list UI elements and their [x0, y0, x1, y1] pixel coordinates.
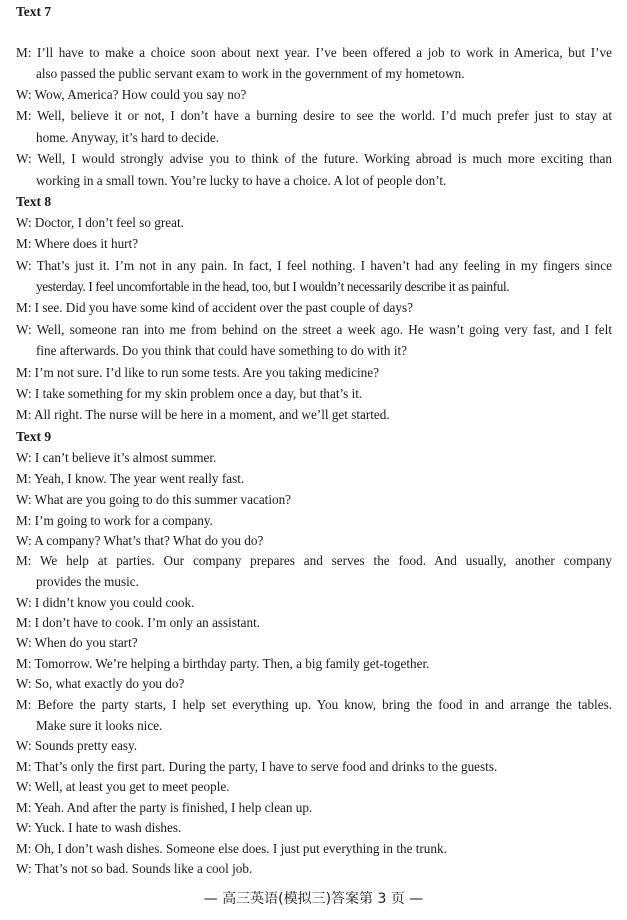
- dialogue-line: M: Yeah, I know. The year went really fast.: [16, 471, 245, 486]
- dialogue-line: W: So, what exactly do you do?: [16, 676, 185, 691]
- dialogue-line: M: Tomorrow. We’re helping a birthday party. Then, a big family get-together.: [16, 656, 430, 671]
- dialogue-line: provides the music.: [36, 574, 139, 589]
- dialogue-line: W: Yuck. I hate to wash dishes.: [16, 820, 182, 835]
- dialogue-line: Make sure it looks nice.: [36, 718, 163, 733]
- text-8-heading: Text 8: [16, 194, 52, 209]
- dialogue-line: W: A company? What’s that? What do you do?: [16, 533, 264, 548]
- dialogue-line: W: That’s just it. I’m not in any pain. In fact, I feel nothing. I haven’t had any feeling in my fingers since: [16, 258, 612, 273]
- dialogue-line: M: Where does it hurt?: [16, 236, 139, 251]
- dialogue-line: yesterday. I feel uncomfortable in the head, too, but I wouldn’t necessarily describe it as painful.: [36, 279, 510, 294]
- dialogue-line: M: We help at parties. Our company prepares and serves the food. And usually, another company: [16, 553, 612, 568]
- dialogue-line: W: Wow, America? How could you say no?: [16, 87, 247, 102]
- dialogue-line: W: I take something for my skin problem once a day, but that’s it.: [16, 386, 363, 401]
- dialogue-line: M: Yeah. And after the party is finished, I help clean up.: [16, 800, 313, 815]
- dialogue-line: also passed the public servant exam to work in the government of my hometown.: [36, 66, 465, 81]
- dialogue-line: fine afterwards. Do you think that could have something to do with it?: [36, 343, 408, 358]
- dialogue-line: W: I can’t believe it’s almost summer.: [16, 450, 217, 465]
- dialogue-line: M: I’ll have to make a choice soon about next year. I’ve been offered a job to work in America, but I’ve: [16, 45, 612, 60]
- dialogue-line: M: I’m going to work for a company.: [16, 513, 213, 528]
- dialogue-line: M: Oh, I don’t wash dishes. Someone else does. I just put everything in the trunk.: [16, 841, 447, 856]
- dialogue-line: W: I didn’t know you could cook.: [16, 595, 195, 610]
- dialogue-line: W: Well, someone ran into me from behind on the street a week ago. He wasn’t going very fast, and I felt: [16, 322, 612, 337]
- dialogue-line: M: All right. The nurse will be here in a moment, and we’ll get started.: [16, 407, 390, 422]
- dialogue-line: W: Well, at least you get to meet people.: [16, 779, 230, 794]
- dialogue-line: M: Before the party starts, I help set everything up. You know, bring the food in and arrange the tables.: [16, 697, 612, 712]
- dialogue-line: M: I don’t have to cook. I’m only an assistant.: [16, 615, 261, 630]
- dialogue-line: W: Well, I would strongly advise you to think of the future. Working abroad is much more exciting than: [16, 151, 612, 166]
- page-footer: — 高三英语(模拟三)答案第 3 页 —: [203, 891, 424, 907]
- dialogue-line: W: When do you start?: [16, 635, 138, 650]
- dialogue-line: W: What are you going to do this summer vacation?: [16, 492, 292, 507]
- dialogue-line: M: I’m not sure. I’d like to run some tests. Are you taking medicine?: [16, 365, 379, 380]
- text-7-heading: Text 7: [16, 4, 52, 19]
- dialogue-line: W: Doctor, I don’t feel so great.: [16, 215, 184, 230]
- dialogue-line: working in a small town. You’re lucky to have a choice. A lot of people don’t.: [36, 173, 447, 188]
- dialogue-line: W: Sounds pretty easy.: [16, 738, 137, 753]
- text-9-heading: Text 9: [16, 429, 52, 444]
- dialogue-line: M: Well, believe it or not, I don’t have a burning desire to see the world. I’d much prefer just to stay at: [16, 108, 612, 123]
- dialogue-line: W: That’s not so bad. Sounds like a cool job.: [16, 861, 253, 876]
- dialogue-line: M: I see. Did you have some kind of accident over the past couple of days?: [16, 300, 413, 315]
- dialogue-line: M: That’s only the first part. During the party, I have to serve food and drinks to the guests.: [16, 759, 498, 774]
- dialogue-line: home. Anyway, it’s hard to decide.: [36, 130, 219, 145]
